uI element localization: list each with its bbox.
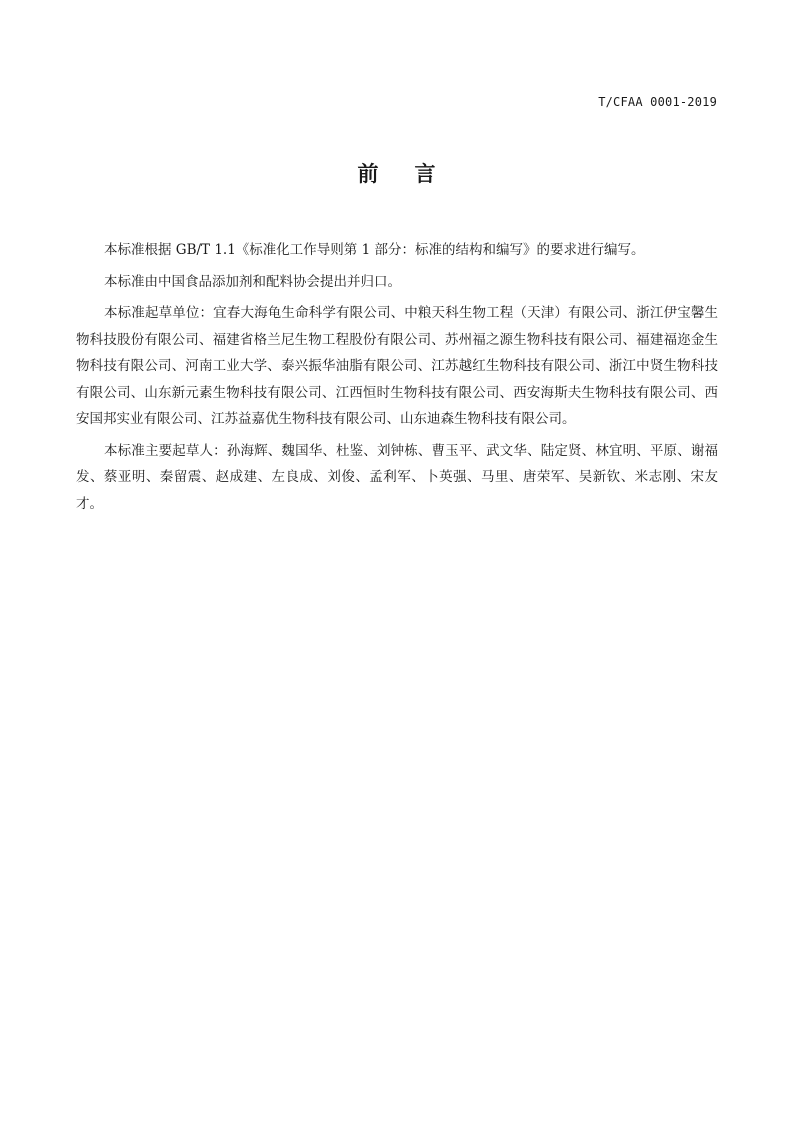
paragraph-proposer: 本标准由中国食品添加剂和配料协会提出并归口。 (104, 273, 401, 290)
paragraph-drafting-units: 本标准起草单位：宜春大海龟生命科学有限公司、中粮天科生物工程（天津）有限公司、浙江伊宝馨生物科技股份有限公司、福建省格兰尼生物工程股份有限公司、苏州福之源生物科技有限公司、福建福迩金生物科技有限公司、河南工业大学、泰兴振华油脂有限公司、江苏越红生物科技有限公司、浙江中贤生物科技有限公司、山东新元素生物科技有限公司、江西恒时生物科技有限公司、西安海斯夫生物科技有限公司、西安国邦实业有限公司、江苏益嘉优生物科技有限公司、山东迪森生物科技有限公司。 (76, 305, 718, 427)
paragraph-standard-basis: 本标准根据 GB/T 1.1《标准化工作导则第 1 部分：标准的结构和编写》的要求进行编写。 (104, 242, 645, 258)
foreword-body (76, 237, 718, 522)
paragraph-drafters: 本标准主要起草人：孙海辉、魏国华、杜鉴、刘钟栋、曹玉平、武文华、陆定贤、林宜明、平原、谢福发、蔡亚明、秦留震、赵成建、左良成、刘俊、孟利军、卜英强、马里、唐荣军、吴新钦、米志刚、宋友才。 (76, 442, 718, 512)
page-title: 前言 (357, 162, 472, 186)
document-code: T/CFAA 0001-2019 (598, 95, 717, 109)
